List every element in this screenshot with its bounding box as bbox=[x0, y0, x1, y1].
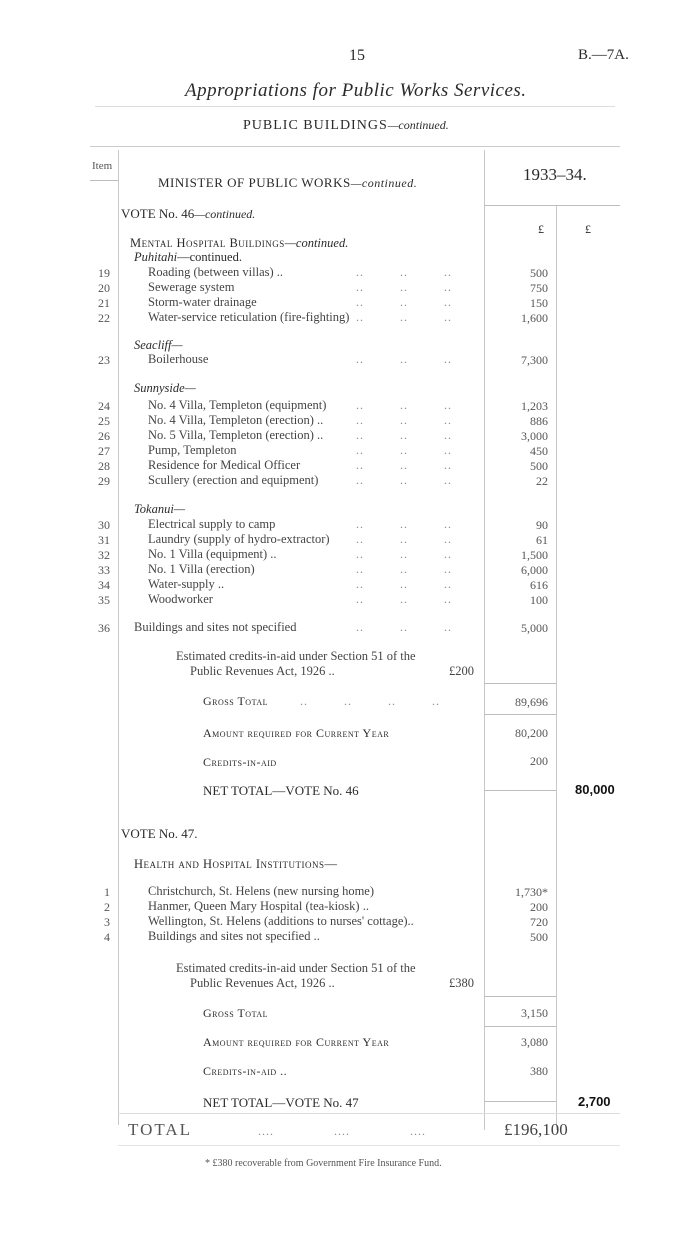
item-number: 24 bbox=[98, 399, 110, 413]
item-column-label: Item bbox=[92, 160, 113, 172]
item-number: 20 bbox=[98, 281, 110, 295]
item-number: 35 bbox=[98, 593, 110, 607]
item-number: 27 bbox=[98, 444, 110, 458]
vote-46-credits-value: 200 bbox=[530, 754, 548, 768]
doc-reference: B.—7A. bbox=[578, 47, 629, 63]
item-description: Residence for Medical Officer bbox=[148, 458, 301, 472]
item-description: Sewerage system bbox=[148, 280, 235, 294]
item-number: 26 bbox=[98, 429, 110, 443]
item-number: 22 bbox=[98, 311, 110, 325]
item-amount: 720 bbox=[530, 915, 548, 929]
vote-47-gross-value: 3,150 bbox=[521, 1006, 548, 1020]
item-number: 29 bbox=[98, 474, 110, 488]
item-number: 23 bbox=[98, 353, 110, 367]
group-tokanui: Tokanui— bbox=[134, 502, 185, 516]
group-puhitahi-name: Puhitahi bbox=[134, 250, 178, 264]
item-description: Hanmer, Queen Mary Hospital (tea-kiosk) .. bbox=[148, 899, 369, 913]
group-seacliff: Seacliff— bbox=[134, 338, 183, 352]
vote-47-credits-value: 380 bbox=[530, 1064, 548, 1078]
item-amount: 886 bbox=[530, 414, 548, 428]
item-number: 34 bbox=[98, 578, 110, 592]
item-amount: 100 bbox=[530, 593, 548, 607]
vote-46-label bbox=[121, 206, 255, 222]
item-number: 2 bbox=[104, 900, 110, 914]
item-amount: 200 bbox=[530, 900, 548, 914]
currency-symbol-b: £ bbox=[585, 222, 591, 236]
item-description: Storm-water drainage bbox=[148, 295, 257, 309]
item-amount: 1,600 bbox=[521, 311, 548, 325]
item-number: 28 bbox=[98, 459, 110, 473]
grand-total-value: £196,100 bbox=[504, 1120, 568, 1139]
item-description: No. 4 Villa, Templeton (equipment) bbox=[148, 398, 327, 412]
currency-symbol-a: £ bbox=[538, 222, 544, 236]
item-description: Buildings and sites not specified .. bbox=[148, 929, 320, 943]
item-description: No. 1 Villa (equipment) .. bbox=[148, 547, 277, 561]
item-description: No. 5 Villa, Templeton (erection) .. bbox=[148, 428, 324, 442]
item-description: No. 1 Villa (erection) bbox=[148, 562, 255, 576]
item-description: No. 4 Villa, Templeton (erection) .. bbox=[148, 413, 324, 427]
item-amount: 22 bbox=[536, 474, 548, 488]
ministry-heading bbox=[158, 175, 417, 191]
section-heading bbox=[243, 118, 449, 134]
vote-46-required-label: Amount required for Current Year bbox=[203, 726, 390, 740]
vote-47-label: VOTE No. 47. bbox=[121, 826, 198, 841]
item-description: Scullery (erection and equipment) bbox=[148, 473, 319, 487]
vote-46-credits-note-line2: Public Revenues Act, 1926 .. bbox=[190, 664, 335, 678]
vote-47-credits-note-line1: Estimated credits-in-aid under Section 51 of the bbox=[176, 961, 416, 975]
item-description: Pump, Templeton bbox=[148, 443, 237, 457]
item-description: Electrical supply to camp bbox=[148, 517, 276, 531]
item-amount: 61 bbox=[536, 533, 548, 547]
item-amount: 500 bbox=[530, 459, 548, 473]
category-suffix: —continued. bbox=[284, 236, 349, 250]
item-amount: 150 bbox=[530, 296, 548, 310]
category-name: Mental Hospital Buildings bbox=[130, 236, 285, 250]
section-title: PUBLIC BUILDINGS bbox=[243, 118, 388, 133]
item-number: 36 bbox=[98, 621, 110, 635]
vote-46-credits-note-line1: Estimated credits-in-aid under Section 51 of the bbox=[176, 649, 416, 663]
item-description: Water-service reticulation (fire-fighting) bbox=[148, 310, 350, 324]
vote-47-category: Health and Hospital Institutions— bbox=[134, 857, 338, 871]
item-number: 4 bbox=[104, 930, 110, 944]
ministry-suffix: —continued. bbox=[350, 176, 418, 190]
item-description: Woodworker bbox=[148, 592, 213, 606]
vote-46-required-value: 80,200 bbox=[515, 726, 548, 740]
item-description: Boilerhouse bbox=[148, 352, 209, 366]
vote-46-gross-label: Gross Total bbox=[203, 694, 268, 708]
vote-47-credits-note-amount: £380 bbox=[449, 976, 474, 990]
item-number: 30 bbox=[98, 518, 110, 532]
vote-46-net-value: 80,000 bbox=[575, 782, 615, 797]
item-description: Water-supply .. bbox=[148, 577, 225, 591]
item-number: 19 bbox=[98, 266, 110, 280]
footnote: * £380 recoverable from Government Fire Insurance Fund. bbox=[205, 1158, 442, 1169]
item-amount: 500 bbox=[530, 930, 548, 944]
section-suffix: —continued. bbox=[387, 118, 449, 132]
item-number: 25 bbox=[98, 414, 110, 428]
ministry-name: MINISTER OF PUBLIC WORKS bbox=[158, 175, 351, 190]
grand-total-label: TOTAL bbox=[128, 1120, 193, 1139]
item-amount: 750 bbox=[530, 281, 548, 295]
vote-47-net-label: NET TOTAL—VOTE No. 47 bbox=[203, 1095, 359, 1110]
vote-47-required-label: Amount required for Current Year bbox=[203, 1035, 390, 1049]
item-amount: 500 bbox=[530, 266, 548, 280]
vote-46-category bbox=[130, 236, 348, 251]
item-number: 1 bbox=[104, 885, 110, 899]
vote-46-suffix: —continued. bbox=[194, 207, 256, 221]
item-description: Laundry (supply of hydro-extractor) bbox=[148, 532, 330, 546]
item-amount: 6,000 bbox=[521, 563, 548, 577]
vote-47-net-value: 2,700 bbox=[578, 1094, 611, 1109]
vote-46-credits-label: Credits-in-aid bbox=[203, 755, 277, 769]
vote-47-credits-label: Credits-in-aid .. bbox=[203, 1064, 288, 1078]
item-amount: 7,300 bbox=[521, 353, 548, 367]
item-number: 31 bbox=[98, 533, 110, 547]
item-amount: 616 bbox=[530, 578, 548, 592]
group-puhitahi bbox=[134, 250, 242, 265]
item-description: Buildings and sites not specified bbox=[134, 620, 297, 634]
vote-47-required-value: 3,080 bbox=[521, 1035, 548, 1049]
page-title: Appropriations for Public Works Services. bbox=[185, 80, 527, 101]
item-number: 3 bbox=[104, 915, 110, 929]
group-puhitahi-suffix: —continued. bbox=[177, 250, 242, 264]
item-number: 32 bbox=[98, 548, 110, 562]
item-amount: 5,000 bbox=[521, 621, 548, 635]
vote-46-gross-value: 89,696 bbox=[515, 695, 548, 709]
item-description: Roading (between villas) .. bbox=[148, 265, 284, 279]
item-amount: 450 bbox=[530, 444, 548, 458]
item-description: Christchurch, St. Helens (new nursing home) bbox=[148, 884, 375, 898]
item-description: Wellington, St. Helens (additions to nurses' cottage).. bbox=[148, 914, 414, 928]
vote-46-credits-note-amount: £200 bbox=[449, 664, 474, 678]
item-amount: 3,000 bbox=[521, 429, 548, 443]
vote-47-credits-note-line2: Public Revenues Act, 1926 .. bbox=[190, 976, 335, 990]
page-number: 15 bbox=[349, 47, 365, 64]
item-amount: 90 bbox=[536, 518, 548, 532]
vote-46-net-label: NET TOTAL—VOTE No. 46 bbox=[203, 783, 359, 798]
vote-47-gross-label: Gross Total bbox=[203, 1006, 268, 1020]
item-number: 33 bbox=[98, 563, 110, 577]
vote-46-name: VOTE No. 46 bbox=[121, 206, 195, 221]
group-sunnyside: Sunnyside— bbox=[134, 381, 196, 395]
item-amount: 1,730* bbox=[515, 885, 548, 899]
item-number: 21 bbox=[98, 296, 110, 310]
item-amount: 1,203 bbox=[521, 399, 548, 413]
item-amount: 1,500 bbox=[521, 548, 548, 562]
year-heading: 1933–34. bbox=[523, 165, 587, 184]
